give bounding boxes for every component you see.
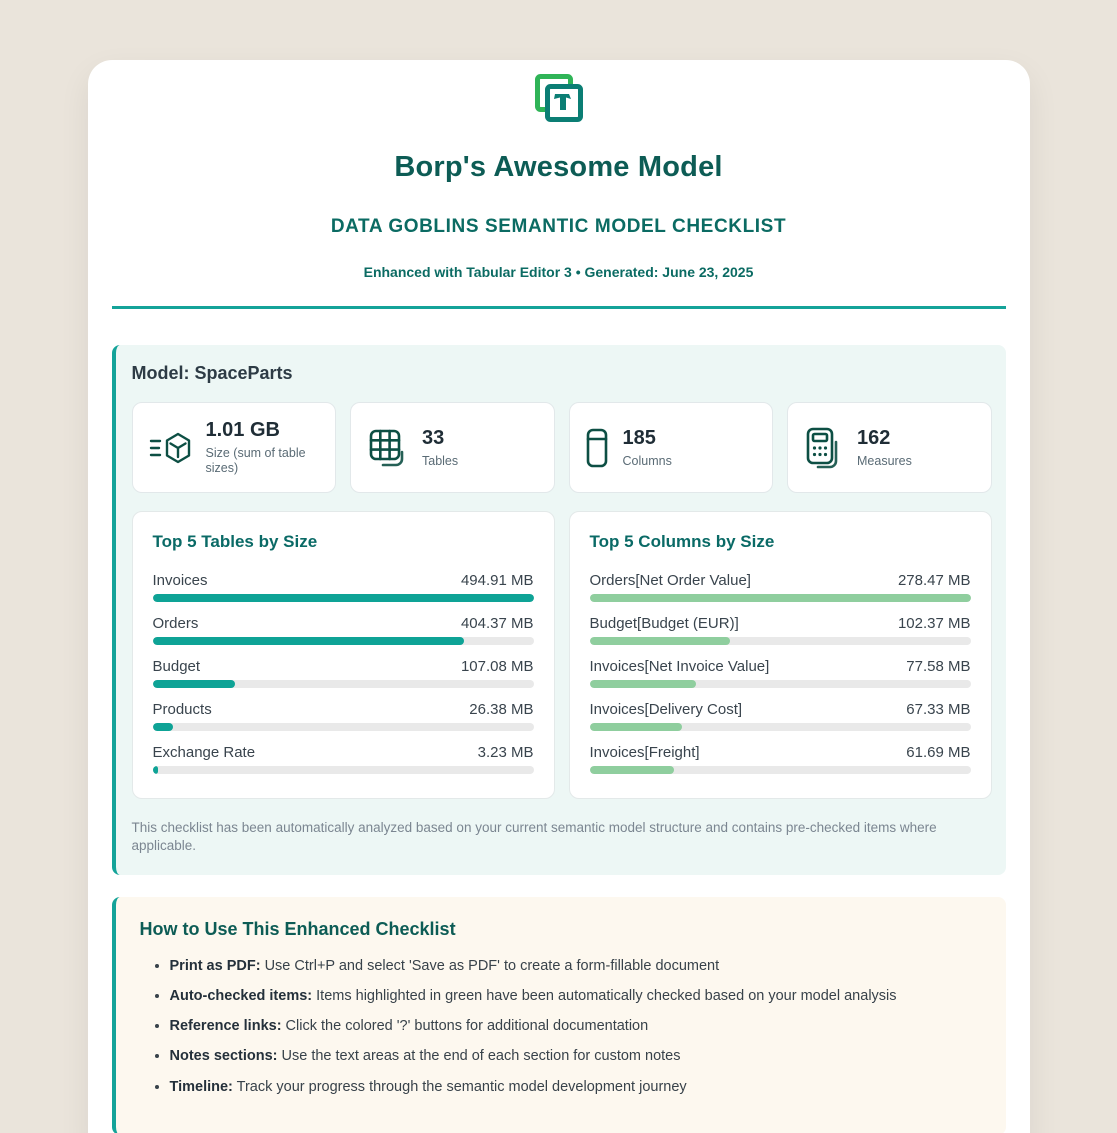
how-to-item-text: Click the colored '?' buttons for additional documentation (281, 1018, 649, 1035)
bar-row (153, 658, 534, 688)
how-to-list-item (170, 1077, 982, 1098)
bar-value: 3.23 MB (477, 744, 534, 761)
bar-value: 494.91 MB (460, 572, 534, 589)
bar-fill (590, 766, 674, 774)
bar-row (590, 572, 971, 602)
how-to-item-text: Items highlighted in green have been automatically checked based on your model analysis (312, 988, 897, 1005)
bar-fill (590, 594, 971, 602)
stat-value: 162 (857, 426, 891, 449)
columns-icon (584, 426, 610, 470)
how-to-use-list (140, 956, 982, 1097)
how-to-item-text: Use the text areas at the end of each section for custom notes (277, 1048, 681, 1065)
bar-row-header (590, 744, 971, 761)
bar-row (153, 701, 534, 731)
bar-label: Products (152, 701, 212, 718)
stat-label: Measures (857, 453, 912, 468)
bar-label: Invoices (152, 572, 208, 589)
stat-card-tables (350, 402, 555, 493)
bar-track (153, 766, 534, 774)
bar-row (590, 744, 971, 774)
bar-track (590, 637, 971, 645)
stat-card-measures (787, 402, 992, 493)
bar-row-header (153, 701, 534, 718)
top-columns-bar-list (590, 572, 971, 774)
stat-value: 33 (422, 426, 445, 449)
how-to-item-label: Reference links: (169, 1018, 282, 1035)
bar-row-header (590, 572, 971, 589)
stat-text (623, 427, 672, 469)
bar-fill (153, 723, 173, 731)
bar-label: Exchange Rate (152, 744, 256, 761)
stat-text (422, 427, 458, 469)
how-to-use-section (112, 897, 1006, 1133)
bar-row (590, 701, 971, 731)
model-stats-grid (132, 402, 992, 493)
bar-fill (153, 680, 235, 688)
how-to-item-label: Timeline: (169, 1078, 233, 1095)
bar-row-header (153, 744, 534, 761)
stat-text (206, 419, 322, 476)
how-to-list-item (170, 956, 982, 977)
bar-value: 404.37 MB (460, 615, 534, 632)
top-tables-title: Top 5 Tables by Size (152, 532, 318, 551)
tabular-editor-logo-icon (533, 72, 585, 124)
page-title: Borp's Awesome Model (394, 151, 723, 183)
stat-card-columns (569, 402, 774, 493)
tables-icon (365, 426, 409, 470)
measures-icon (802, 425, 844, 471)
bar-value: 278.47 MB (897, 572, 971, 589)
bar-track (590, 594, 971, 602)
bar-fill (590, 723, 682, 731)
bar-row-header (153, 658, 534, 675)
how-to-item-text: Use Ctrl+P and select 'Save as PDF' to create a form-fillable document (260, 958, 720, 975)
bar-label: Invoices[Delivery Cost] (589, 701, 743, 718)
bar-track (590, 766, 971, 774)
bar-fill (153, 594, 534, 602)
bar-value: 67.33 MB (906, 701, 971, 718)
bar-row (153, 615, 534, 645)
top-columns-panel (569, 511, 992, 799)
bar-row (153, 744, 534, 774)
bar-track (590, 680, 971, 688)
bar-value: 26.38 MB (469, 701, 534, 718)
bar-row-header (153, 615, 534, 632)
report-header (112, 72, 1006, 309)
bar-track (153, 594, 534, 602)
generated-meta: Enhanced with Tabular Editor 3 • Generated: June 23, 2025 (363, 264, 754, 280)
how-to-item-text: Track your progress through the semantic model development journey (232, 1078, 687, 1095)
bar-label: Orders (152, 615, 199, 632)
tabular-editor-logo (112, 72, 1006, 129)
bar-row-header (590, 701, 971, 718)
stat-card-size (132, 402, 337, 493)
bar-fill (590, 637, 730, 645)
how-to-list-item (170, 1046, 982, 1067)
top-columns-title: Top 5 Columns by Size (589, 532, 775, 551)
bar-row-header (590, 615, 971, 632)
header-divider (112, 306, 1006, 309)
how-to-item-label: Print as PDF: (169, 958, 261, 975)
bar-label: Budget[Budget (EUR)] (589, 615, 739, 632)
auto-analysis-note: This checklist has been automatically analyzed based on your current semantic model structure and contains pre-checked items where applicable. (131, 820, 937, 854)
stat-text (857, 427, 912, 469)
bar-row-header (590, 658, 971, 675)
bar-row (590, 658, 971, 688)
how-to-use-heading: How to Use This Enhanced Checklist (139, 919, 456, 940)
bar-track (590, 723, 971, 731)
how-to-list-item (170, 1016, 982, 1037)
bar-value: 77.58 MB (906, 658, 971, 675)
bar-row (153, 572, 534, 602)
how-to-list-item (170, 986, 982, 1007)
top-tables-bar-list (153, 572, 534, 774)
bar-value: 102.37 MB (897, 615, 971, 632)
stat-value: 185 (622, 426, 656, 449)
bar-value: 107.08 MB (460, 658, 534, 675)
how-to-item-label: Auto-checked items: (169, 988, 313, 1005)
bar-track (153, 680, 534, 688)
top-tables-panel (132, 511, 555, 799)
stat-label: Size (sum of table sizes) (205, 446, 306, 475)
stat-value: 1.01 GB (205, 419, 280, 441)
bar-track (153, 723, 534, 731)
model-size-icon (147, 428, 193, 468)
model-name-heading: Model: SpaceParts (131, 363, 293, 383)
stat-label: Tables (422, 453, 459, 468)
bar-value: 61.69 MB (906, 744, 971, 761)
bar-row-header (153, 572, 534, 589)
bar-label: Invoices[Freight] (589, 744, 700, 761)
bar-fill (153, 637, 464, 645)
report-card (88, 60, 1030, 1133)
top-size-panels (132, 511, 992, 799)
bar-fill (590, 680, 696, 688)
stat-label: Columns (622, 453, 672, 468)
model-summary-section (112, 345, 1006, 875)
page-subtitle: DATA GOBLINS SEMANTIC MODEL CHECKLIST (330, 216, 787, 237)
bar-fill (153, 766, 159, 774)
bar-label: Budget (152, 658, 201, 675)
how-to-item-label: Notes sections: (169, 1048, 278, 1065)
bar-label: Orders[Net Order Value] (589, 572, 751, 589)
bar-label: Invoices[Net Invoice Value] (589, 658, 770, 675)
bar-track (153, 637, 534, 645)
bar-row (590, 615, 971, 645)
